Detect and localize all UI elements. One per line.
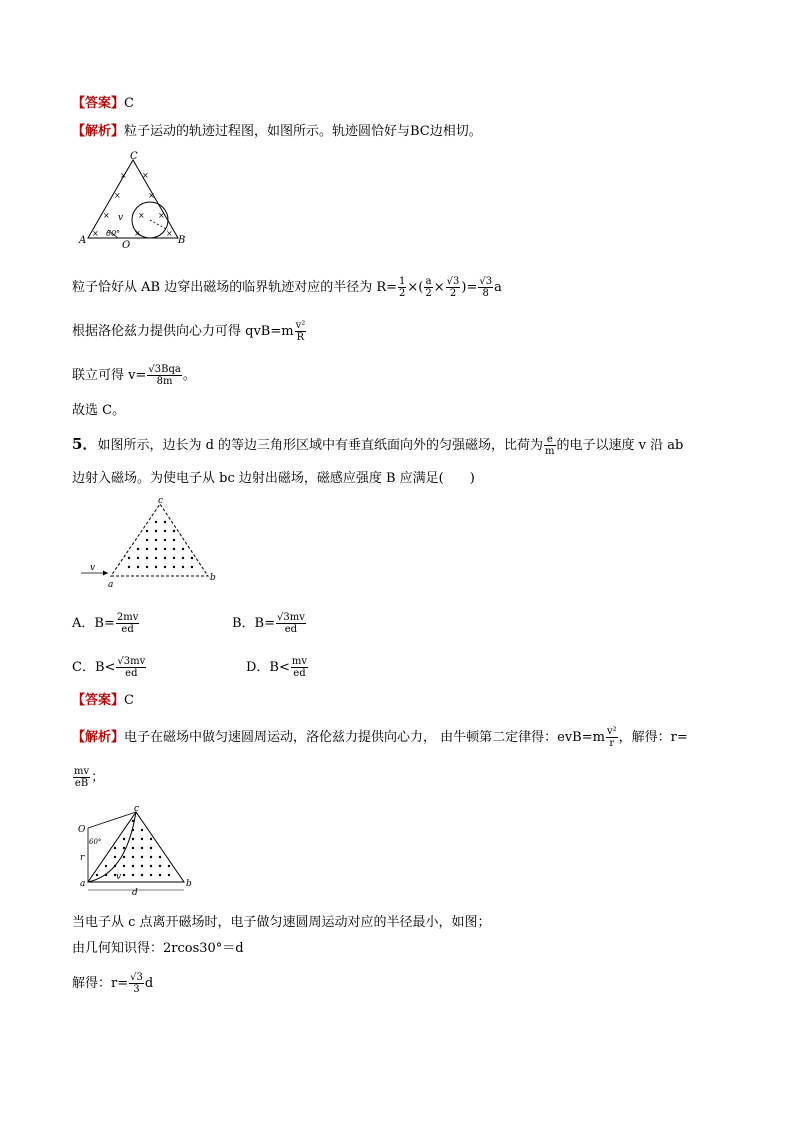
radius-line: 粒子恰好从 AB 边穿出磁场的临界轨迹对应的半径为 R= $\frac{1}{2}$ ×( $\frac{a}{2}$ × $\frac{√3}{2}$ )= $\frac{√3}{8}$ a bbox=[72, 276, 502, 299]
analysis-tag: 【解析】 bbox=[72, 124, 125, 139]
analysis-text: 电子在磁场中做匀速圆周运动，洛伦兹力提供向心力， 由牛顿第二定律得：evB=m bbox=[124, 730, 605, 745]
field-dot bbox=[173, 548, 175, 550]
combine-line: 联立可得 v= $\frac{\text{√3Bqa}}{8m}$ 。 bbox=[72, 364, 196, 387]
field-dot bbox=[159, 874, 161, 876]
field-dot bbox=[146, 566, 148, 568]
answer-line-1 bbox=[72, 95, 134, 113]
solve-line: 解得：r= $\frac{√3}{3}$ d bbox=[72, 972, 154, 995]
field-dot bbox=[123, 865, 125, 867]
field-dot bbox=[137, 548, 139, 550]
field-dot bbox=[141, 874, 143, 876]
field-dot bbox=[155, 521, 157, 523]
triangle-figure-2 bbox=[78, 494, 228, 589]
field-dot bbox=[137, 566, 139, 568]
x-mark: × bbox=[142, 171, 149, 180]
lorentz-text: 根据洛伦兹力提供向心力可得 qvB=m bbox=[72, 324, 294, 339]
choose-line: 故选 C。 bbox=[72, 403, 126, 418]
label-r: r bbox=[80, 853, 85, 863]
frac: $\frac{\text{√3Bqa}}{8m}$ bbox=[148, 364, 181, 387]
field-dot bbox=[141, 865, 143, 867]
field-dot bbox=[146, 530, 148, 532]
field-dot bbox=[105, 865, 107, 867]
field-dot bbox=[164, 530, 166, 532]
frac: $\frac{√3}{8}$ bbox=[479, 276, 493, 299]
label-a: a bbox=[108, 580, 114, 589]
frac: $\frac{\text{v²}}{R}$ bbox=[295, 320, 306, 343]
label-O: O bbox=[78, 825, 86, 835]
answer-line-2 bbox=[72, 692, 134, 710]
field-dot bbox=[123, 874, 125, 876]
x-mark: × bbox=[103, 211, 110, 220]
field-dot bbox=[132, 838, 134, 840]
field-dot bbox=[128, 566, 130, 568]
option-d[interactable]: D．B< $\frac{mv}{ed}$ bbox=[246, 656, 308, 679]
c-exit-line: 当电子从 c 点离开磁场时，电子做匀速圆周运动对应的半径最小，如图； bbox=[72, 915, 491, 930]
frac: $\frac{\text{v²}}{r}$ bbox=[606, 726, 617, 749]
label-b: b bbox=[210, 573, 216, 583]
field-dot bbox=[146, 539, 148, 541]
field-dot bbox=[173, 566, 175, 568]
field-dot bbox=[132, 874, 134, 876]
question-text: 如图所示，边长为 d 的等边三角形区域中有垂直纸面向外的匀强磁场，比荷为 bbox=[97, 438, 544, 453]
question-text-cont: 的电子以速度 v 沿 ab bbox=[556, 438, 684, 453]
field-dot bbox=[146, 557, 148, 559]
frac: $\frac{2mv}{ed}$ bbox=[116, 612, 139, 635]
field-dot bbox=[123, 847, 125, 849]
field-dot bbox=[150, 856, 152, 858]
field-dot bbox=[164, 557, 166, 559]
question-5-line-2: 边射入磁场。为使电子从 bc 边射出磁场，磁感应强度 B 应满足( ) bbox=[72, 471, 475, 486]
field-dot bbox=[96, 874, 98, 876]
label-B: B bbox=[178, 235, 186, 246]
field-dot bbox=[164, 539, 166, 541]
field-dot bbox=[182, 548, 184, 550]
x-mark: × bbox=[148, 191, 155, 200]
answer-value: C bbox=[124, 96, 134, 111]
combine-text: 联立可得 v= bbox=[72, 368, 147, 383]
field-dot bbox=[150, 847, 152, 849]
question-5-line-1 bbox=[72, 434, 683, 457]
x-mark: × bbox=[120, 171, 127, 180]
label-v: v bbox=[116, 872, 122, 882]
field-dot bbox=[159, 856, 161, 858]
field-dot bbox=[155, 557, 157, 559]
field-dot bbox=[182, 557, 184, 559]
field-dot bbox=[168, 865, 170, 867]
field-dot bbox=[123, 838, 125, 840]
frac: $\frac{e}{m}$ bbox=[545, 434, 555, 457]
frac: $\frac{√3mv}{ed}$ bbox=[117, 656, 146, 679]
field-dot bbox=[150, 838, 152, 840]
field-dot bbox=[150, 874, 152, 876]
answer-value: C bbox=[124, 693, 134, 708]
x-mark: × bbox=[138, 211, 145, 220]
r-result-line: $\frac{mv}{eB}$ ； bbox=[74, 766, 105, 789]
frac: $\frac{√3}{3}$ bbox=[130, 972, 143, 995]
field-dot bbox=[164, 566, 166, 568]
field-dot bbox=[137, 557, 139, 559]
field-dot bbox=[146, 548, 148, 550]
label-a: a bbox=[80, 879, 86, 889]
field-dot bbox=[191, 557, 193, 559]
field-dot bbox=[164, 548, 166, 550]
label-angle: 60° bbox=[89, 838, 102, 846]
label-O: O bbox=[122, 240, 131, 250]
field-dot bbox=[155, 566, 157, 568]
label-b: b bbox=[186, 879, 192, 889]
field-dot bbox=[123, 856, 125, 858]
frac: $\frac{√3mv}{ed}$ bbox=[277, 612, 305, 635]
field-dot bbox=[155, 539, 157, 541]
label-v: v bbox=[118, 213, 124, 223]
label-d: d bbox=[132, 888, 138, 896]
analysis-tag: 【解析】 bbox=[72, 730, 125, 745]
field-dot bbox=[173, 539, 175, 541]
option-c[interactable]: C．B< $\frac{√3mv}{ed}$ bbox=[72, 656, 146, 679]
field-dot bbox=[141, 829, 143, 831]
field-dot bbox=[132, 865, 134, 867]
frac: $\frac{a}{2}$ bbox=[425, 276, 432, 299]
field-dot bbox=[141, 838, 143, 840]
field-dot bbox=[132, 847, 134, 849]
question-number: 5． bbox=[72, 435, 98, 453]
answer-tag: 【答案】 bbox=[72, 96, 125, 111]
field-dot bbox=[159, 865, 161, 867]
label-c: c bbox=[158, 496, 164, 506]
field-dot bbox=[155, 530, 157, 532]
frac: $\frac{mv}{eB}$ bbox=[74, 766, 90, 789]
field-dot bbox=[164, 521, 166, 523]
analysis-text: 粒子运动的轨迹过程图，如图所示。轨迹圆恰好与BC边相切。 bbox=[124, 124, 482, 139]
x-mark: × bbox=[114, 191, 121, 200]
x-mark: × bbox=[92, 229, 99, 238]
field-dot bbox=[132, 856, 134, 858]
label-angle: 60° bbox=[106, 229, 121, 238]
field-dot bbox=[191, 566, 193, 568]
label-v: v bbox=[90, 563, 96, 573]
radius-text: 粒子恰好从 AB 边穿出磁场的临界轨迹对应的半径为 R= bbox=[72, 280, 398, 295]
frac: $\frac{mv}{ed}$ bbox=[291, 656, 308, 679]
geom-line: 由几何知识得：2rcos30°＝d bbox=[72, 941, 244, 956]
field-dot bbox=[150, 865, 152, 867]
label-A: A bbox=[79, 235, 87, 246]
option-a[interactable]: A．B= $\frac{2mv}{ed}$ bbox=[72, 612, 139, 635]
analysis-line-2: 【解析】电子在磁场中做匀速圆周运动，洛伦兹力提供向心力， 由牛顿第二定律得：evB=m $\frac{\text{v²}}{r}$ ，解得：r= bbox=[72, 726, 688, 749]
label-c: c bbox=[134, 804, 140, 814]
analysis-line-1 bbox=[72, 123, 482, 141]
frac: $\frac{1}{2}$ bbox=[399, 276, 406, 299]
field-dot bbox=[168, 874, 170, 876]
option-b[interactable]: B．B= $\frac{√3mv}{ed}$ bbox=[232, 612, 305, 635]
triangle-figure-1 bbox=[78, 150, 188, 250]
answer-tag: 【答案】 bbox=[72, 693, 125, 708]
field-dot bbox=[182, 566, 184, 568]
frac: $\frac{√3}{2}$ bbox=[446, 276, 460, 299]
field-dot bbox=[173, 530, 175, 532]
field-dot bbox=[114, 847, 116, 849]
field-dot bbox=[173, 557, 175, 559]
field-dot bbox=[114, 856, 116, 858]
x-mark: × bbox=[134, 229, 141, 238]
triangle-figure-3 bbox=[76, 804, 196, 896]
x-mark: × bbox=[166, 229, 173, 238]
field-dot bbox=[128, 557, 130, 559]
label-C: C bbox=[130, 151, 138, 162]
lorentz-line bbox=[72, 320, 307, 343]
field-dot bbox=[141, 847, 143, 849]
x-mark: × bbox=[158, 211, 165, 220]
field-dot bbox=[141, 856, 143, 858]
field-dot bbox=[155, 548, 157, 550]
